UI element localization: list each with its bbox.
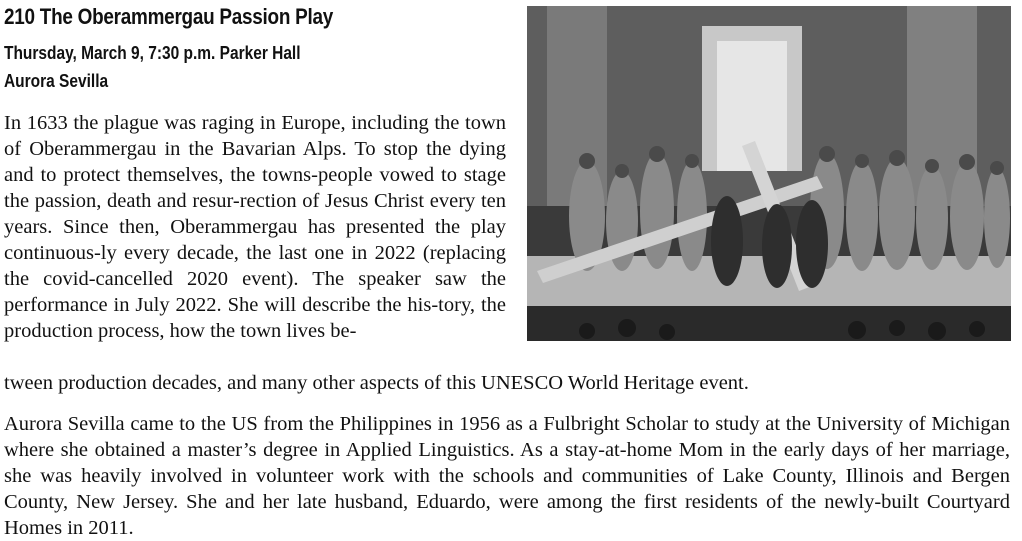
speaker-name: Aurora Sevilla [4,71,109,91]
event-title: 210 The Oberammergau Passion Play [4,4,334,29]
passion-play-stage-photo [527,6,1011,341]
description-paragraph-continued: tween production decades, and many other aspects of this UNESCO World Heritage event. [4,372,749,394]
photo-central-figures [711,196,828,288]
speaker-bio-paragraph: Aurora Sevilla came to the US from the Philippines in 1956 as a Fulbright Scholar to study at the University of Michigan where she obtained a master’s degree in Applied Linguistics. As a stay-at-home Mom in the early days of her marriage, she was heavily involved in volunteer work with the schools and communities of Lake County, Illinois and Bergen County, New Jersey. She and her late husband, Eduardo, were among the first residents of the newly-built Courtyard Homes in 2011. [4,413,1010,539]
description-paragraph: In 1633 the plague was raging in Europe, including the town of Oberammergau in the Bavarian Alps. To stop the dying and to protect themselves, the towns-people vowed to stage the passion, death and resur-rection of Jesus Christ every ten years. Since then, Oberammergau has presented the play continuous-ly every decade, the last one in 2022 (replacing the covid-cancelled 2020 event). The speaker saw the performance in July 2022. She will describe the his-tory, the production process, how the town lives be- [4,112,506,342]
event-date-location: Thursday, March 9, 7:30 p.m. Parker Hall [4,43,301,63]
